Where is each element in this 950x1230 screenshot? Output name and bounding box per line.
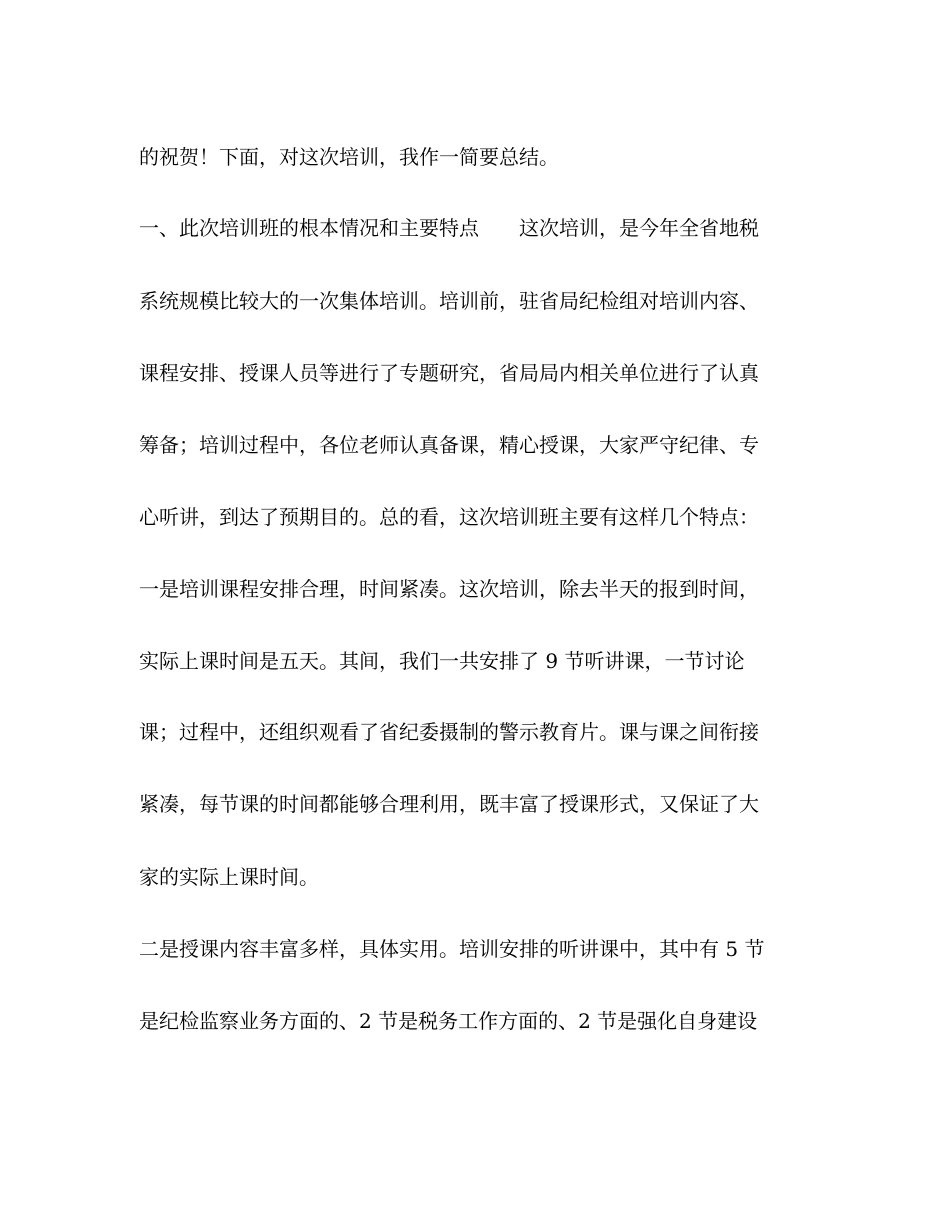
text-line: 系统规模比较大的一次集体培训。培训前，驻省局纪检组对培训内容、 bbox=[139, 289, 759, 313]
text-line: 实际上课时间是五天。其间，我们一共安排了 9 节听讲课，一节讨论 bbox=[139, 649, 745, 673]
text-line: 课；过程中，还组织观看了省纪委摄制的警示教育片。课与课之间衔接 bbox=[139, 720, 759, 744]
text-line: 筹备；培训过程中，各位老师认真备课，精心授课，大家严守纪律、专 bbox=[139, 433, 759, 457]
text-line: 课程安排、授课人员等进行了专题研究，省局局内相关单位进行了认真 bbox=[139, 361, 759, 385]
text-line: 心听讲，到达了预期目的。总的看，这次培训班主要有这样几个特点： bbox=[139, 505, 759, 529]
text-line: 家的实际上课时间。 bbox=[139, 865, 319, 889]
text-line: 紧凑，每节课的时间都能够合理利用，既丰富了授课形式，又保证了大 bbox=[139, 792, 759, 816]
text-line: 一、此次培训班的根本情况和主要特点 这次培训，是今年全省地税 bbox=[139, 216, 759, 240]
text-line: 的祝贺！下面，对这次培训，我作一简要总结。 bbox=[139, 145, 559, 169]
text-line: 是纪检监察业务方面的、2 节是税务工作方面的、2 节是强化自身建设 bbox=[139, 1009, 758, 1033]
text-line: 二是授课内容丰富多样，具体实用。培训安排的听讲课中，其中有 5 节 bbox=[139, 937, 765, 961]
text-line: 一是培训课程安排合理，时间紧凑。这次培训，除去半天的报到时间， bbox=[139, 577, 759, 601]
